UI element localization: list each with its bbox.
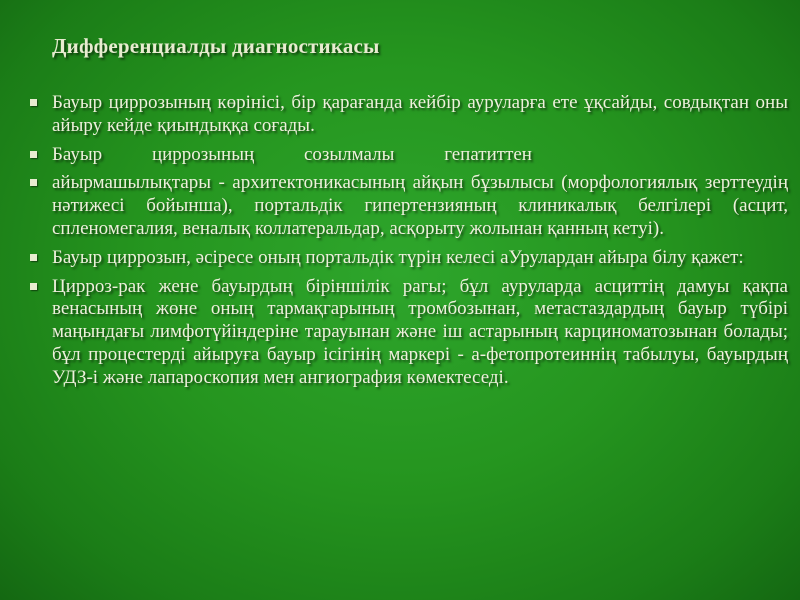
- list-item: [28, 92, 788, 138]
- list-item-text: Бауыр циррозын, әсіресе оның портальдік түрін келесі аУрулардан айыра білу қажет:: [52, 246, 744, 268]
- list-item-text: айырмашылықтары - архитектоникасының айқын бұзылысы (морфологиялық зерттеудің нәтижесі бойынша), портальдік гипертензияның клиникалық белгілері (асцит, спленомегалия, веналық коллатеральдар, асқорыту жолынан қанның кетуі).: [52, 172, 788, 239]
- list-item-text: Бауыр циррозының көрінісі, бір қарағанда кейбір ауруларға ете ұқсайды, совдықтан оны айыру кейде қиындыққа соғады.: [52, 92, 788, 136]
- word: циррозының: [151, 143, 255, 165]
- list-item: [28, 276, 788, 390]
- slide-title: Дифференциалды диагностикасы: [52, 34, 380, 58]
- square-bullet-icon: [30, 283, 37, 290]
- square-bullet-icon: [30, 151, 37, 158]
- list-item: [28, 247, 788, 270]
- list-item: [28, 172, 788, 240]
- word: гепатиттен: [444, 143, 532, 165]
- list-item-text: [52, 144, 532, 167]
- list-item: [28, 144, 788, 167]
- word: Бауыр: [52, 143, 103, 165]
- bullet-list: [28, 92, 788, 396]
- square-bullet-icon: [30, 99, 37, 106]
- square-bullet-icon: [30, 254, 37, 261]
- list-item-text: Цирроз-рак жене бауырдың біріншілік рагы; бұл ауруларда асциттің дамуы қақпа венасының жөне оның тармақгарының тромбозынан, метастаздардың бауыр түбірі маңындағы лимфотүйіндеріне тарауынан және іш астарының карциноматозынан болады; бұл процестерді айыруға бауыр ісігінің маркері - а-фетопротеиннің табылуы, бауырдың УДЗ-і жәнe лапароскопия мен ангиография көмектеседі.: [52, 275, 788, 388]
- square-bullet-icon: [30, 179, 37, 186]
- word: созылмалы: [303, 143, 395, 165]
